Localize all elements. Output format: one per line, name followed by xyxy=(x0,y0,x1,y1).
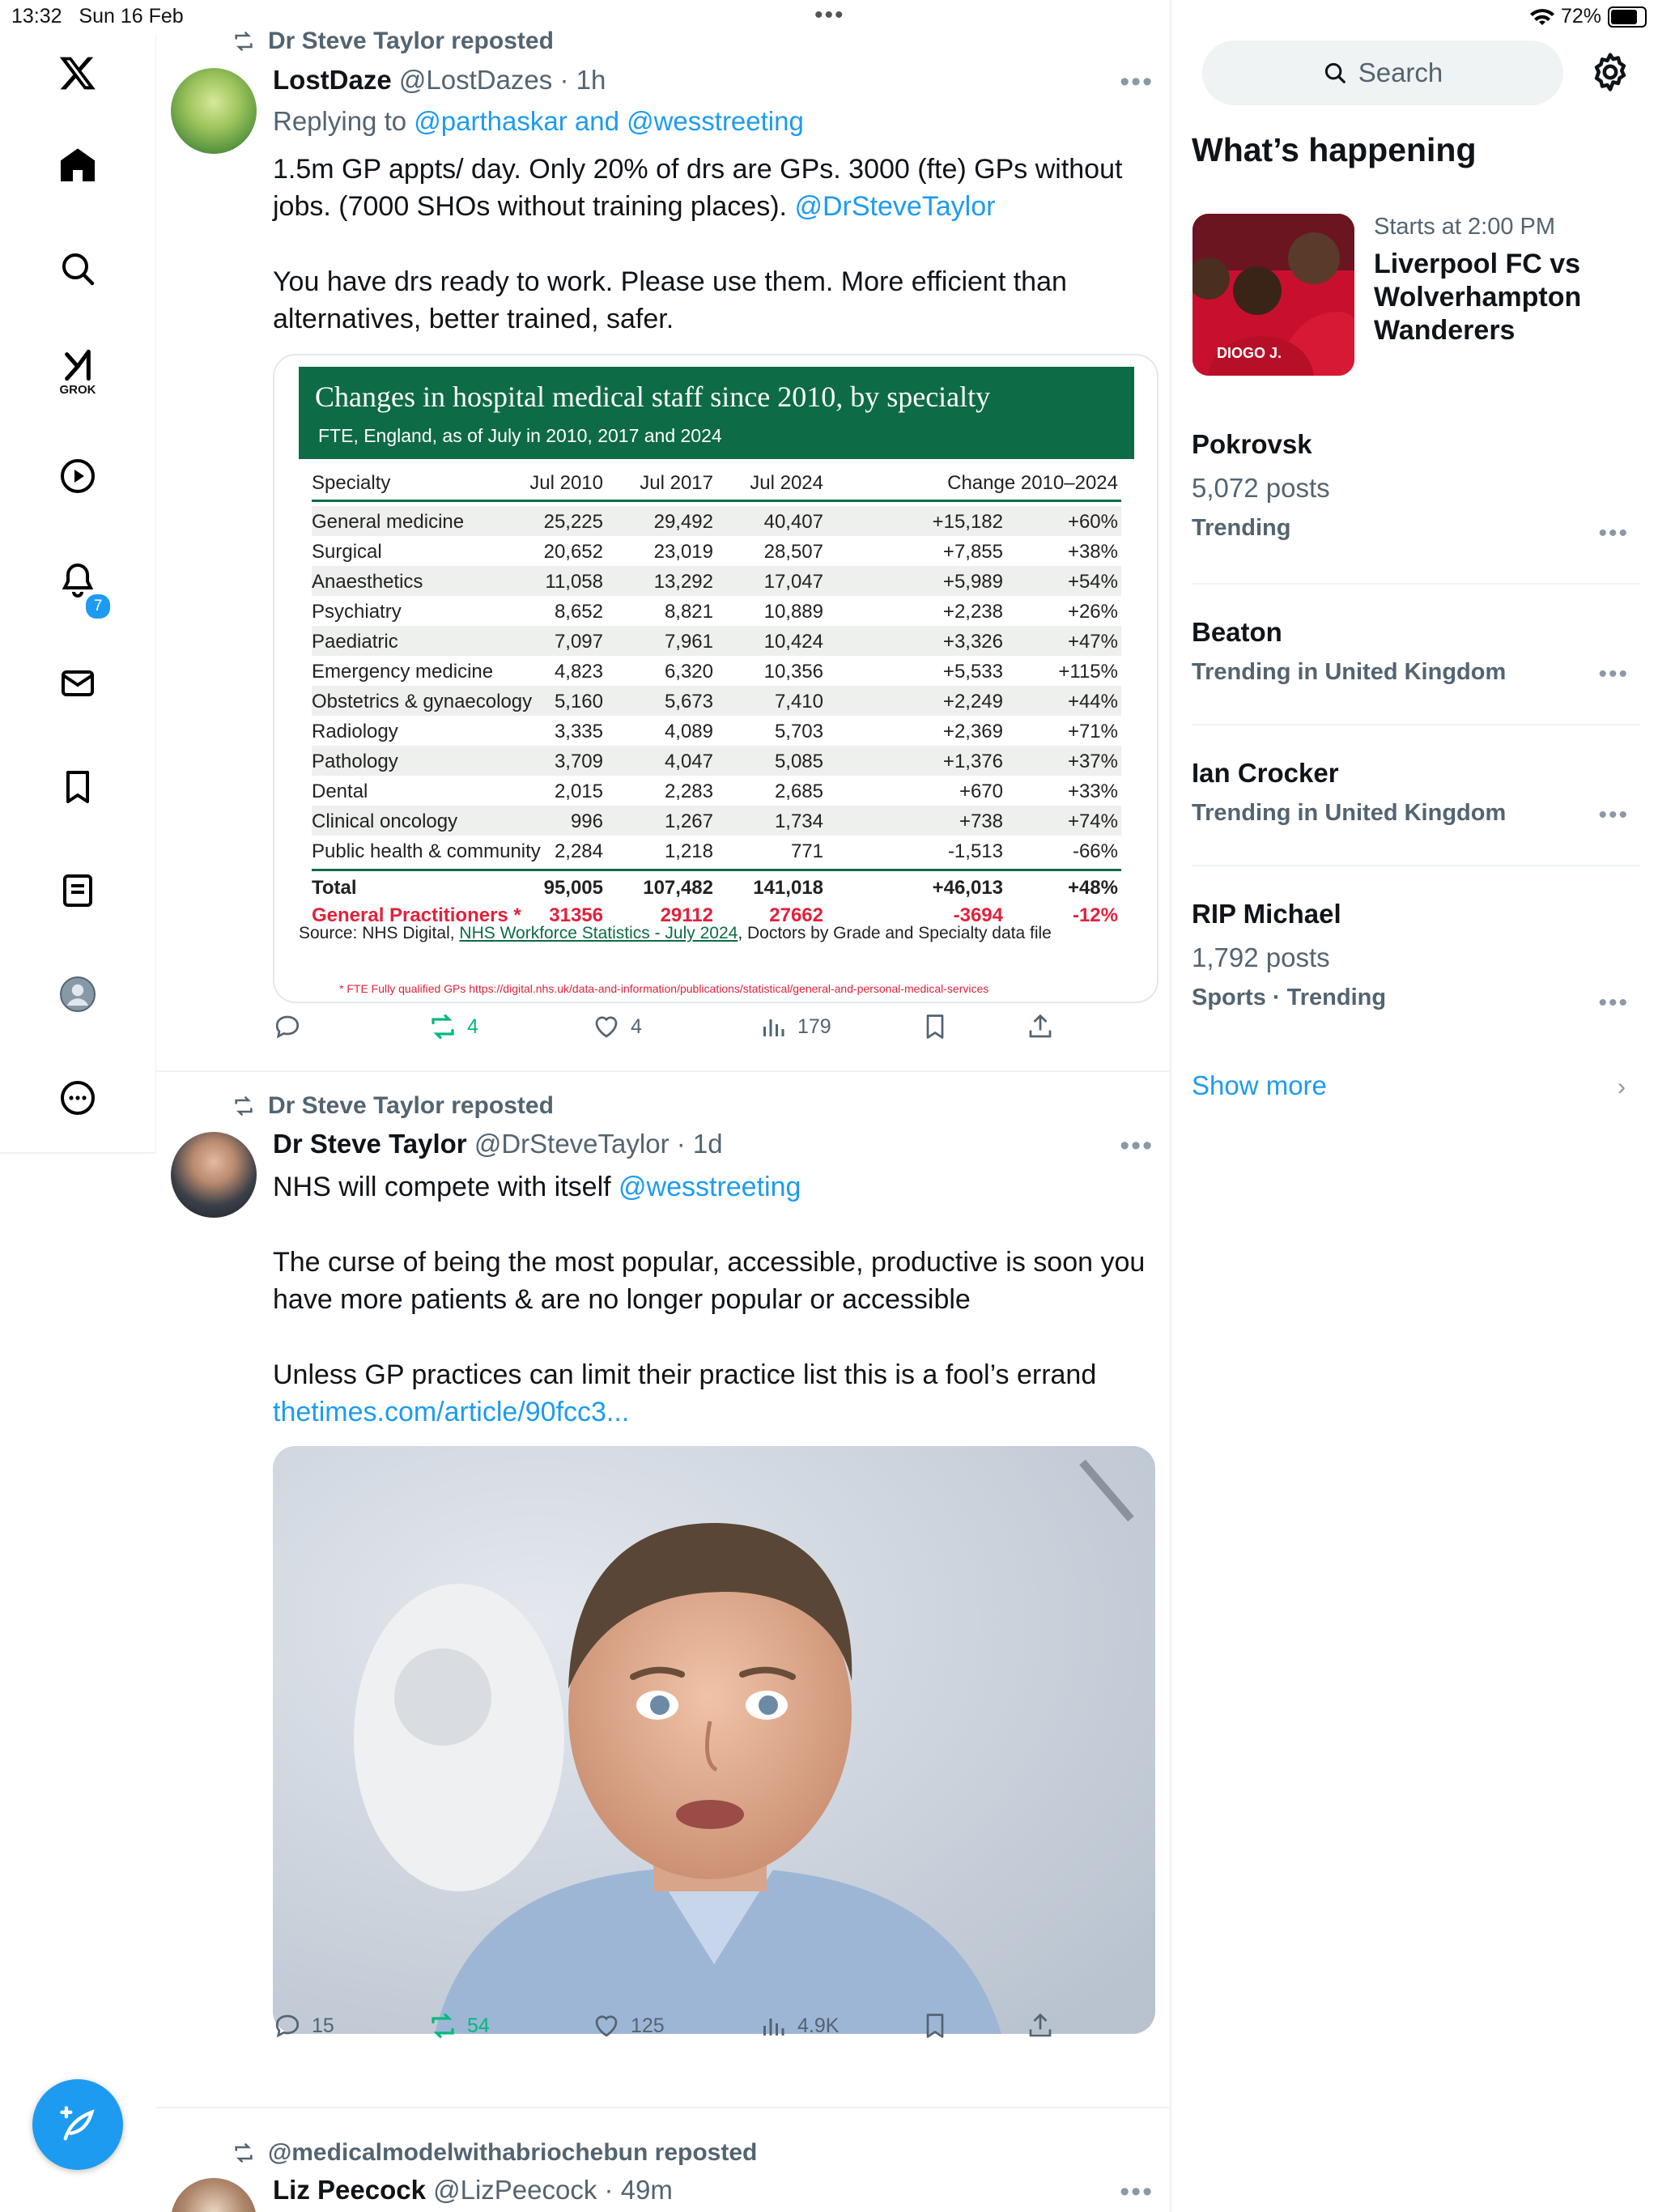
share-button[interactable] xyxy=(1026,2011,1055,2040)
table-cell: +74% xyxy=(1067,810,1118,832)
table-row xyxy=(312,872,1121,902)
author-name[interactable]: Dr Steve Taylor xyxy=(273,1129,467,1159)
table-cell: +3,326 xyxy=(942,631,1003,653)
table-cell: +37% xyxy=(1067,751,1118,772)
search-icon[interactable] xyxy=(45,236,110,301)
mention-link[interactable]: @wesstreeting xyxy=(619,1172,801,1202)
photo-man-portrait xyxy=(273,1446,1155,2034)
table-cell: 771 xyxy=(790,840,823,862)
whats-happening-title: What’s happening xyxy=(1192,131,1477,168)
table-cell: Total xyxy=(312,877,357,899)
post-actions xyxy=(273,1012,1155,1053)
compose-feather-icon xyxy=(57,2104,99,2146)
table-row xyxy=(312,656,1121,686)
table-column-headers: Specialty Jul 2010 Jul 2017 Jul 2024 Change 2010–2024 xyxy=(312,472,1118,494)
post-image-table[interactable] xyxy=(273,354,1158,1003)
heart-icon xyxy=(592,2011,621,2040)
table-cell: Psychiatry xyxy=(312,601,402,623)
table-cell: 7,410 xyxy=(774,691,823,713)
table-cell: 141,018 xyxy=(753,877,823,899)
table-total-rule xyxy=(312,869,1121,871)
home-icon[interactable] xyxy=(45,133,110,198)
post-more-button[interactable]: ••• xyxy=(1120,66,1154,97)
trend-divider xyxy=(1192,865,1640,866)
table-cell: Dental xyxy=(312,781,368,802)
table-cell: 8,821 xyxy=(664,601,713,623)
table-cell: +46,013 xyxy=(932,877,1003,899)
search-icon xyxy=(1323,61,1347,85)
trend-item[interactable] xyxy=(1192,758,1640,827)
table-cell: +33% xyxy=(1067,781,1118,802)
multitask-dots[interactable]: ••• xyxy=(814,2,845,28)
table-cell: +48% xyxy=(1067,877,1118,899)
views-button[interactable]: 179 xyxy=(759,1012,831,1041)
lists-icon[interactable] xyxy=(45,858,110,923)
table-row xyxy=(312,776,1121,806)
post-more-button[interactable]: ••• xyxy=(1120,2176,1154,2207)
status-time: 13:32 Sun 16 Feb xyxy=(11,5,184,28)
bookmarks-icon[interactable] xyxy=(45,755,110,819)
trend-more-button[interactable]: ••• xyxy=(1598,989,1629,1016)
table-cell: 40,407 xyxy=(763,511,823,533)
event-image[interactable] xyxy=(1192,214,1354,376)
table-cell: 1,218 xyxy=(664,840,713,862)
table-cell: Anaesthetics xyxy=(312,571,423,593)
table-cell: +54% xyxy=(1067,571,1118,593)
repost-context: @medicalmodelwithabriochebun reposted xyxy=(231,2139,757,2167)
table-footnote: * FTE Fully qualified GPs https://digital.nhs.uk/data-and-information/publications/statistical/general-and-personal-medical-services xyxy=(339,982,989,995)
table-cell: 3,335 xyxy=(554,721,603,742)
post-actions xyxy=(273,2011,1155,2052)
table-row xyxy=(312,836,1121,866)
table-cell: 5,160 xyxy=(554,691,603,713)
trend-name: Pokrovsk xyxy=(1192,429,1312,459)
x-logo-icon[interactable] xyxy=(45,40,110,105)
reply-mentions[interactable]: @parthaskar and @wesstreeting xyxy=(414,106,804,136)
table-cell: 6,320 xyxy=(664,661,713,683)
table-cell: Clinical oncology xyxy=(312,810,458,832)
table-cell: -12% xyxy=(1072,904,1118,926)
post-time[interactable]: · 1d xyxy=(676,1129,723,1159)
grok-label: GROK xyxy=(59,382,96,397)
table-cell: +670 xyxy=(959,781,1003,802)
table-cell: +44% xyxy=(1067,691,1118,713)
views-chart-icon xyxy=(759,1012,788,1041)
like-button[interactable]: 125 xyxy=(592,2011,665,2040)
table-cell: 5,703 xyxy=(774,721,823,742)
table-subtitle: FTE, England, as of July in 2010, 2017 and 2024 xyxy=(318,425,722,446)
table-cell: Emergency medicine xyxy=(312,661,494,683)
timeline xyxy=(156,0,1171,2212)
trend-context: Trending xyxy=(1192,515,1291,541)
post-more-button[interactable]: ••• xyxy=(1120,1130,1154,1161)
repost-context: Dr Steve Taylor reposted xyxy=(231,28,554,55)
author-handle[interactable]: @LizPeecock xyxy=(433,2175,597,2205)
author-name[interactable]: LostDaze xyxy=(273,65,392,95)
table-cell: 107,482 xyxy=(643,877,713,899)
table-cell: 10,889 xyxy=(763,601,823,623)
table-cell: +115% xyxy=(1058,661,1118,683)
table-cell: 95,005 xyxy=(543,877,603,899)
table-cell: 2,283 xyxy=(664,781,713,802)
trend-post-count: 5,072 posts xyxy=(1192,473,1330,503)
table-row xyxy=(312,806,1121,836)
battery-icon xyxy=(1608,6,1647,28)
share-button[interactable] xyxy=(1026,1012,1055,1041)
table-cell: +26% xyxy=(1067,601,1118,623)
post-header xyxy=(273,1129,723,1159)
bookmark-icon xyxy=(920,1012,950,1041)
profile-avatar-icon[interactable] xyxy=(45,962,110,1027)
chevron-right-icon: › xyxy=(1618,1074,1626,1100)
post-time[interactable]: · 49m xyxy=(604,2175,673,2205)
trend-item[interactable] xyxy=(1192,899,1640,1016)
trend-divider xyxy=(1192,583,1640,585)
table-cell: 8,652 xyxy=(554,601,603,623)
table-cell: 2,284 xyxy=(554,840,603,862)
table-row xyxy=(312,746,1121,776)
trend-name: RIP Michael xyxy=(1192,899,1341,929)
table-cell: Pathology xyxy=(312,751,398,772)
table-cell: Paediatric xyxy=(312,631,398,653)
table-cell: 5,085 xyxy=(774,751,823,772)
trend-more-button[interactable]: ••• xyxy=(1598,802,1629,828)
post-photo[interactable] xyxy=(273,1446,1155,2034)
article-link[interactable]: thetimes.com/article/90fcc3... xyxy=(273,1397,630,1427)
table-cell: 1,267 xyxy=(664,810,713,832)
avatar[interactable] xyxy=(171,68,257,154)
post-lostdaze[interactable] xyxy=(156,0,1170,1070)
table-cell: 10,424 xyxy=(763,631,823,653)
table-cell: Radiology xyxy=(312,721,398,742)
table-cell: +60% xyxy=(1067,511,1118,533)
bookmark-button[interactable] xyxy=(920,2011,950,2040)
table-cell: 1,734 xyxy=(774,810,823,832)
repost-icon xyxy=(231,30,257,53)
reply-button[interactable] xyxy=(273,1012,312,1041)
video-icon[interactable] xyxy=(45,444,110,508)
trend-name: Ian Crocker xyxy=(1192,758,1339,788)
table-cell: 7,097 xyxy=(554,631,603,653)
trend-post-count: 1,792 posts xyxy=(1192,942,1330,972)
battery-percent: 72% xyxy=(1560,5,1601,28)
table-cell: General Practitioners * xyxy=(312,904,521,926)
author-handle[interactable]: @DrSteveTaylor xyxy=(474,1129,670,1159)
table-cell: 23,019 xyxy=(653,541,713,563)
search-input[interactable] xyxy=(1202,40,1563,105)
table-cell: 996 xyxy=(570,810,603,832)
repost-active-icon xyxy=(428,1012,457,1041)
post-time[interactable]: · 1h xyxy=(559,65,606,95)
table-cell: +15,182 xyxy=(932,511,1003,533)
event-meta: Starts at 2:00 PM xyxy=(1374,214,1556,240)
trend-name: Beaton xyxy=(1192,617,1282,647)
event-shirt-text: DIOGO J. xyxy=(1217,345,1282,361)
settings-gear-icon[interactable] xyxy=(1588,50,1632,94)
avatar[interactable] xyxy=(171,2178,257,2212)
nav-divider xyxy=(0,1152,155,1154)
grok-icon[interactable] xyxy=(45,340,110,405)
table-cell: +2,249 xyxy=(942,691,1003,713)
show-more-link[interactable]: Show more xyxy=(1192,1070,1327,1100)
table-cell: 31356 xyxy=(549,904,603,926)
trend-item[interactable] xyxy=(1192,617,1640,686)
views-button[interactable]: 4.9K xyxy=(759,2011,839,2040)
table-cell: 10,356 xyxy=(763,661,823,683)
table-cell: +7,855 xyxy=(942,541,1003,563)
table-cell: +2,238 xyxy=(942,601,1003,623)
table-cell: 27662 xyxy=(769,904,823,926)
repost-context: Dr Steve Taylor reposted xyxy=(231,1092,554,1120)
views-chart-icon xyxy=(759,2011,788,2040)
status-right xyxy=(1530,5,1647,28)
repost-active-icon xyxy=(428,2011,457,2040)
table-cell: Surgical xyxy=(312,541,382,563)
table-cell: +5,533 xyxy=(942,661,1003,683)
table-cell: 5,673 xyxy=(664,691,713,713)
left-nav xyxy=(0,36,156,1153)
table-cell: +1,376 xyxy=(942,751,1003,772)
table-cell: -3694 xyxy=(953,904,1003,926)
trend-context: Trending in United Kingdom xyxy=(1192,800,1507,826)
table-row xyxy=(312,596,1121,626)
table-cell: +47% xyxy=(1067,631,1118,653)
avatar[interactable] xyxy=(171,1132,257,1218)
trend-more-button[interactable]: ••• xyxy=(1598,661,1629,687)
post-text-paragraph: You have drs ready to work. Please use them. More efficient than alternatives, better trained, safer. xyxy=(273,266,1067,334)
table-row xyxy=(312,506,1121,536)
search-placeholder: Search xyxy=(1358,57,1443,87)
table-cell: -1,513 xyxy=(947,840,1003,862)
post-text: NHS will compete with itself @wesstreeting xyxy=(273,1172,801,1202)
table-cell: +738 xyxy=(959,810,1003,832)
table-row xyxy=(312,686,1121,716)
mention-link[interactable]: @DrSteveTaylor xyxy=(794,191,996,222)
reply-button[interactable]: 15 xyxy=(273,2011,334,2040)
wifi-icon xyxy=(1530,7,1554,27)
compose-post-button[interactable] xyxy=(32,2079,123,2170)
repost-button[interactable]: 54 xyxy=(428,2011,490,2040)
table-cell: 7,961 xyxy=(664,631,713,653)
table-row xyxy=(312,716,1121,746)
table-cell: 29112 xyxy=(660,904,713,926)
table-cell: 2,015 xyxy=(554,781,603,802)
author-name[interactable]: Liz Peecock xyxy=(273,2175,426,2205)
table-cell: +38% xyxy=(1067,541,1118,563)
reply-context: Replying to @parthaskar and @wesstreeting xyxy=(273,106,804,136)
reply-icon xyxy=(273,2011,302,2040)
table-header-rule xyxy=(312,500,1121,502)
post-text-paragraph: The curse of being the most popular, accessible, productive is soon you have more patients & are no longer popular or accessible xyxy=(273,1247,1146,1315)
notifications-badge: 7 xyxy=(84,593,112,620)
table-cell: 3,709 xyxy=(554,751,603,772)
trend-more-button[interactable]: ••• xyxy=(1598,520,1629,547)
post-text: 1.5m GP appts/ day. Only 20% of drs are GPs. 3000 (fte) GPs without jobs. (7000 SHOs without training places). @DrSteveTaylor xyxy=(273,154,1123,222)
messages-icon[interactable] xyxy=(45,651,110,716)
post-header xyxy=(273,2175,673,2206)
table-cell: Obstetrics & gynaecology xyxy=(312,691,533,713)
trend-divider xyxy=(1192,724,1640,725)
table-cell: 4,823 xyxy=(554,661,603,683)
table-cell: 11,058 xyxy=(545,571,603,593)
post-lizpeecock[interactable] xyxy=(156,2107,1170,2212)
heart-icon xyxy=(592,1012,621,1041)
table-cell: +2,369 xyxy=(942,721,1003,742)
trend-item[interactable] xyxy=(1192,429,1640,547)
table-cell: 25,225 xyxy=(543,511,603,533)
table-row xyxy=(312,536,1121,566)
table-source: Source: NHS Digital, NHS Workforce Statistics - July 2024, Doctors by Grade and Specialty data file xyxy=(299,924,1052,942)
table-cell: +5,989 xyxy=(942,571,1003,593)
table-cell: -66% xyxy=(1072,840,1118,862)
share-icon xyxy=(1026,2011,1055,2040)
table-cell: +71% xyxy=(1067,721,1118,742)
bookmark-icon xyxy=(920,2011,950,2040)
table-cell: 20,652 xyxy=(543,541,603,563)
table-row xyxy=(312,626,1121,656)
trend-context: Sports · Trending xyxy=(1192,985,1387,1010)
table-cell: 4,089 xyxy=(664,721,713,742)
table-cell: 17,047 xyxy=(763,571,823,593)
trend-context: Trending in United Kingdom xyxy=(1192,659,1507,685)
event-title[interactable]: Liverpool FC vs Wolverhampton Wanderers xyxy=(1374,249,1582,346)
table-cell: 28,507 xyxy=(763,541,823,563)
bookmark-button[interactable] xyxy=(920,1012,950,1041)
like-button[interactable]: 4 xyxy=(592,1012,642,1041)
table-cell: 29,492 xyxy=(653,511,713,533)
repost-icon xyxy=(231,2142,257,2164)
table-cell: 13,292 xyxy=(653,571,713,593)
post-header xyxy=(273,65,606,96)
table-cell: General medicine xyxy=(312,511,465,533)
table-cell: 4,047 xyxy=(664,751,713,772)
table-cell: Public health & community xyxy=(312,840,541,862)
table-header-banner xyxy=(299,367,1134,459)
more-icon[interactable] xyxy=(45,1066,110,1130)
table-row xyxy=(312,566,1121,596)
repost-button[interactable]: 4 xyxy=(428,1012,478,1041)
author-handle[interactable]: @LostDazes xyxy=(398,65,553,95)
share-icon xyxy=(1026,1012,1055,1041)
table-cell: 2,685 xyxy=(774,781,823,802)
table-title: Changes in hospital medical staff since 2010, by specialty xyxy=(315,381,991,413)
reply-icon xyxy=(273,1012,302,1041)
post-text-paragraph: Unless GP practices can limit their practice list this is a fool’s errand thetimes.com/article/90fcc3... xyxy=(273,1359,1097,1427)
repost-icon xyxy=(231,1095,257,1117)
